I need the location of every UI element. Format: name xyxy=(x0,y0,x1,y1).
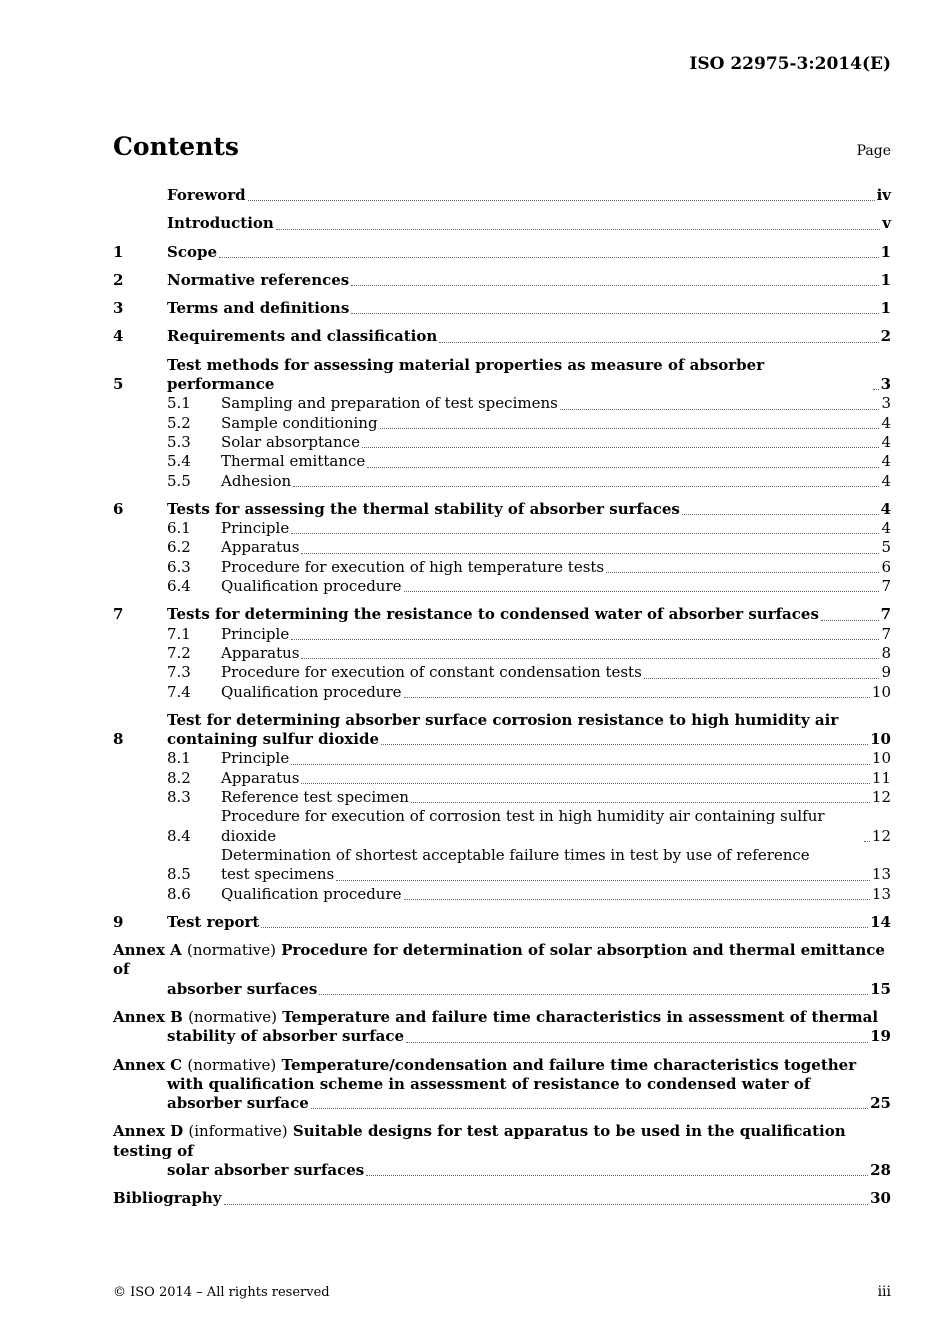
toc-entry-lastline xyxy=(221,644,891,663)
toc-entry[interactable] xyxy=(113,644,891,663)
dot-leader xyxy=(404,590,880,592)
toc-entry-body xyxy=(221,769,891,788)
toc-entry-body xyxy=(221,472,891,491)
toc-entry-lastline xyxy=(167,913,891,932)
dot-leader xyxy=(293,485,879,487)
toc-entry-number: 8.6 xyxy=(167,884,191,903)
toc-entry-page: 9 xyxy=(881,663,891,682)
annex-kind: (normative) xyxy=(187,1055,277,1074)
toc-entry-title: Procedure for execution of high temperature tests xyxy=(221,557,605,576)
toc-entry-lastline xyxy=(221,807,891,846)
toc-entry[interactable] xyxy=(113,414,891,433)
toc-entry-lastline xyxy=(221,558,891,577)
toc-entry-page: 4 xyxy=(881,413,891,432)
toc-entry[interactable] xyxy=(113,519,891,538)
toc-entry-number: 6 xyxy=(113,499,124,518)
bibliography-page: 30 xyxy=(870,1189,891,1208)
dot-leader xyxy=(644,677,880,679)
toc-entry-lastline xyxy=(167,605,891,624)
toc-entry-page: 10 xyxy=(871,682,891,701)
dot-leader xyxy=(362,446,880,448)
toc-entry[interactable] xyxy=(113,356,891,395)
toc-entry-lastline xyxy=(221,663,891,682)
annex-entry[interactable] xyxy=(113,1008,891,1047)
toc-entry-body xyxy=(221,846,891,885)
dot-leader xyxy=(301,657,879,659)
toc-entry[interactable] xyxy=(113,243,891,262)
annex-first-line xyxy=(113,1056,891,1075)
annex-first-line xyxy=(113,1122,891,1161)
annex-label: Annex D xyxy=(113,1122,184,1141)
annex-first-line xyxy=(113,941,891,980)
toc-entry-lastline xyxy=(221,394,891,413)
annex-kind: (normative) xyxy=(187,941,276,960)
toc-entry-body xyxy=(167,186,891,205)
toc-entry-body xyxy=(167,271,891,290)
dot-leader xyxy=(404,696,870,698)
toc-entry-number: 5.3 xyxy=(167,432,191,451)
annex-lastline xyxy=(113,1161,891,1180)
annex-title-continued: solar absorber surfaces xyxy=(167,1161,365,1180)
toc-entry[interactable] xyxy=(113,788,891,807)
toc-entry-number: 6.4 xyxy=(167,577,191,596)
toc-entry-body xyxy=(221,452,891,471)
toc-entry[interactable] xyxy=(113,558,891,577)
bibliography-label: Bibliography xyxy=(113,1189,222,1208)
toc-entry-page: 11 xyxy=(871,768,891,787)
toc-entry-body xyxy=(221,433,891,452)
toc-entry-body xyxy=(167,299,891,318)
toc-entry-number: 4 xyxy=(113,327,124,346)
toc-entry-title: Qualification procedure xyxy=(221,682,402,701)
toc-entry-page: 14 xyxy=(870,912,891,931)
toc-entry-body xyxy=(221,749,891,768)
toc-entry-body xyxy=(167,711,891,750)
annex-title: Temperature/condensation and failure time characteristics together xyxy=(281,1055,857,1074)
toc-entry-body xyxy=(221,414,891,433)
toc-entry-body xyxy=(221,885,891,904)
dot-leader xyxy=(404,898,870,900)
toc-entry-number: 7.2 xyxy=(167,643,191,662)
toc-entry-lastline xyxy=(221,769,891,788)
toc-entry-page: 1 xyxy=(880,242,891,261)
toc-entry-number: 5 xyxy=(113,375,124,394)
toc-entry-page: 7 xyxy=(880,605,891,624)
toc-entry-page: 12 xyxy=(871,826,891,845)
toc-entry-page: 4 xyxy=(881,519,891,538)
toc-entry-page: 3 xyxy=(881,394,891,413)
dot-leader xyxy=(682,513,879,515)
toc-entry-page: 2 xyxy=(880,327,891,346)
toc-entry-page: 8 xyxy=(881,643,891,662)
annex-lastline xyxy=(113,1027,891,1046)
toc-entry-title: Normative references xyxy=(167,270,350,289)
toc-entry-title: Procedure for execution of corrosion test in high humidity air containing sulfur dioxide xyxy=(221,807,825,845)
toc-entry-number: 5.1 xyxy=(167,394,191,413)
toc-entry-body xyxy=(221,663,891,682)
toc-entry-page: 1 xyxy=(880,270,891,289)
toc-entry-number: 8 xyxy=(113,730,124,749)
toc-entry-lastline xyxy=(113,1189,891,1208)
toc-entry-number: 9 xyxy=(113,912,124,931)
dot-leader xyxy=(606,571,879,573)
toc-entry-title: Sampling and preparation of test specimens xyxy=(221,394,558,413)
dot-leader xyxy=(311,1107,868,1109)
toc-entry-title: Adhesion xyxy=(221,471,292,490)
toc-entry-page: 12 xyxy=(871,788,891,807)
annex-label: Annex C xyxy=(113,1055,183,1074)
annex-title-continued: absorber surface xyxy=(167,1094,309,1113)
toc-entry-body xyxy=(167,913,891,932)
toc-entry-lastline xyxy=(221,865,891,884)
dot-leader xyxy=(261,926,868,928)
toc-entry-title: Terms and definitions xyxy=(167,299,350,318)
toc-entry-title: Introduction xyxy=(167,214,274,233)
toc-entry[interactable] xyxy=(113,605,891,624)
toc-entry-number: 6.1 xyxy=(167,519,191,538)
toc-entry[interactable] xyxy=(113,683,891,702)
toc-entry-body xyxy=(221,577,891,596)
toc-entry-number: 2 xyxy=(113,270,124,289)
toc-entry-number: 1 xyxy=(113,242,124,261)
toc-entry-lastline xyxy=(221,749,891,768)
toc-entry[interactable] xyxy=(113,500,891,519)
dot-leader xyxy=(219,256,879,258)
toc-entry-page: 7 xyxy=(881,577,891,596)
toc-entry-body xyxy=(221,807,891,846)
toc-entry-lastline xyxy=(167,271,891,290)
page-column-label: Page xyxy=(856,143,891,159)
toc-entry[interactable] xyxy=(113,846,891,885)
toc-entry-lastline xyxy=(221,433,891,452)
toc-entry-title: Principle xyxy=(221,519,290,538)
annex-page: 15 xyxy=(870,979,891,998)
dot-leader xyxy=(276,228,880,230)
toc-entry-page: 5 xyxy=(881,538,891,557)
toc-entry-title: Scope xyxy=(167,242,218,261)
toc-entry-number: 8.5 xyxy=(167,865,191,884)
annex-entry[interactable] xyxy=(113,1122,891,1180)
annex-lastline xyxy=(113,1094,891,1113)
toc-entry-page: 4 xyxy=(881,432,891,451)
annex-lastline xyxy=(113,980,891,999)
toc-entry-title: test specimens xyxy=(221,865,335,884)
toc-entry-title: Apparatus xyxy=(221,768,300,787)
toc-entry-lastline xyxy=(221,452,891,471)
annex-page: 19 xyxy=(870,1027,891,1046)
toc-entry-title: Test report xyxy=(167,912,260,931)
document-id: ISO 22975-3:2014(E) xyxy=(689,54,891,74)
toc-entry-title: Tests for assessing the thermal stability of absorber surfaces xyxy=(167,499,680,518)
toc-entry[interactable] xyxy=(113,885,891,904)
toc-entry-lastline xyxy=(167,327,891,346)
toc-entry[interactable] xyxy=(113,186,891,205)
toc-entry-body xyxy=(167,214,891,233)
dot-leader xyxy=(224,1203,869,1205)
dot-leader xyxy=(380,427,880,429)
toc-entry-body xyxy=(167,327,891,346)
toc-entry-title: Principle xyxy=(221,749,290,768)
toc-entry[interactable] xyxy=(113,807,891,846)
toc-entry[interactable] xyxy=(113,711,891,750)
toc-entry-body xyxy=(221,788,891,807)
dot-leader xyxy=(301,782,869,784)
toc-entry-page: 6 xyxy=(881,557,891,576)
toc-entry[interactable] xyxy=(113,625,891,644)
toc-entry-body xyxy=(167,243,891,262)
toc-entry-lastline xyxy=(221,625,891,644)
annex-title-continued: stability of absorber surface xyxy=(167,1027,405,1046)
dot-leader xyxy=(291,532,879,534)
toc-entry-page: 7 xyxy=(881,624,891,643)
toc-entry-lastline xyxy=(221,519,891,538)
toc-entry-body xyxy=(221,519,891,538)
toc-entry-bibliography[interactable] xyxy=(113,1189,891,1208)
dot-leader xyxy=(560,408,880,410)
toc-entry-body xyxy=(113,1189,891,1208)
dot-leader xyxy=(351,312,878,314)
annex-title: Procedure for determination of solar absorption and thermal emittance of xyxy=(113,941,885,979)
toc-entry-lastline xyxy=(167,186,891,205)
annex-kind: (informative) xyxy=(188,1122,288,1141)
dot-leader xyxy=(439,341,878,343)
annex-page: 28 xyxy=(870,1161,891,1180)
dot-leader xyxy=(406,1041,868,1043)
toc-entry-lastline xyxy=(167,500,891,519)
toc-entry-body xyxy=(221,625,891,644)
toc-entry-title: Test methods for assessing material properties as measure of absorber performance xyxy=(167,355,765,394)
toc-entry-body xyxy=(221,538,891,557)
toc-entry-title: Apparatus xyxy=(221,538,300,557)
toc-entry-title: Thermal emittance xyxy=(221,452,366,471)
annex-first-line xyxy=(113,1008,891,1027)
dot-leader xyxy=(248,199,875,201)
toc-entry-number: 5.2 xyxy=(167,413,191,432)
toc-entry-lastline xyxy=(167,356,891,395)
toc-entry-number: 3 xyxy=(113,299,124,318)
toc-entry-number: 8.1 xyxy=(167,749,191,768)
toc-entry-body xyxy=(167,500,891,519)
annex-title-continued: with qualification scheme in assessment of resistance to condensed water of xyxy=(167,1074,811,1093)
toc-entry-page: v xyxy=(882,214,891,233)
toc-entry-number: 7.4 xyxy=(167,682,191,701)
dot-leader xyxy=(291,638,879,640)
annex-entry[interactable] xyxy=(113,941,891,999)
dot-leader xyxy=(821,619,879,621)
dot-leader xyxy=(411,801,870,803)
toc-entry-number: 7 xyxy=(113,605,124,624)
toc-entry-lastline xyxy=(221,538,891,557)
dot-leader xyxy=(367,466,879,468)
annex-label: Annex B xyxy=(113,1007,183,1026)
toc-entry[interactable] xyxy=(113,327,891,346)
dot-leader xyxy=(336,879,870,881)
toc-entry-number: 8.3 xyxy=(167,788,191,807)
toc-entry[interactable] xyxy=(113,299,891,318)
toc-entry-lastline xyxy=(221,472,891,491)
toc-entry-title: Reference test specimen xyxy=(221,788,409,807)
toc-entry-body xyxy=(221,558,891,577)
table-of-contents xyxy=(113,186,891,1209)
toc-entry-lastline xyxy=(167,214,891,233)
annex-title-continued: absorber surfaces xyxy=(167,979,318,998)
dot-leader xyxy=(873,388,879,390)
toc-entry-body xyxy=(221,394,891,413)
toc-entry-lastline xyxy=(167,730,891,749)
page-title: Contents xyxy=(113,132,240,161)
toc-entry-page: iv xyxy=(876,186,891,204)
toc-entry[interactable] xyxy=(113,538,891,557)
toc-entry-number: 7.3 xyxy=(167,663,191,682)
toc-entry[interactable] xyxy=(113,663,891,682)
toc-entry-page: 4 xyxy=(881,452,891,471)
toc-entry-lastline xyxy=(221,577,891,596)
annex-kind: (normative) xyxy=(188,1007,277,1026)
toc-entry-title: Procedure for execution of constant condensation tests xyxy=(221,663,642,682)
toc-entry-title: Tests for determining the resistance to condensed water of absorber surfaces xyxy=(167,605,819,624)
dot-leader xyxy=(864,840,870,842)
toc-entry-number: 7.1 xyxy=(167,624,191,643)
toc-entry-page: 13 xyxy=(871,865,891,884)
toc-entry-title: Requirements and classification xyxy=(167,327,438,346)
toc-entry-number: 8.4 xyxy=(167,826,191,845)
toc-entry-body xyxy=(167,356,891,395)
annex-label: Annex A xyxy=(113,941,182,960)
copyright-notice: © ISO 2014 – All rights reserved xyxy=(113,1285,330,1300)
toc-entry-lastline xyxy=(167,243,891,262)
annex-title: Suitable designs for test apparatus to be used in the qualification testing of xyxy=(113,1122,846,1160)
toc-entry-body xyxy=(167,605,891,624)
toc-entry-number: 8.2 xyxy=(167,768,191,787)
toc-entry[interactable] xyxy=(113,433,891,452)
toc-entry[interactable] xyxy=(113,452,891,471)
toc-entry-title: Apparatus xyxy=(221,643,300,662)
toc-entry[interactable] xyxy=(113,769,891,788)
toc-entry-title: Sample conditioning xyxy=(221,413,378,432)
toc-entry-number: 6.3 xyxy=(167,557,191,576)
toc-entry-page: 4 xyxy=(880,499,891,518)
annex-page: 25 xyxy=(870,1094,891,1113)
toc-entry-page: 13 xyxy=(871,884,891,903)
toc-entry-title: Principle xyxy=(221,624,290,643)
toc-entry-title: Determination of shortest acceptable failure times in test by use of reference xyxy=(221,845,810,864)
toc-entry-number: 6.2 xyxy=(167,538,191,557)
toc-entry-lastline xyxy=(221,414,891,433)
toc-entry-title: Qualification procedure xyxy=(221,577,402,596)
toc-entry-title: containing sulfur dioxide xyxy=(167,730,380,749)
toc-entry[interactable] xyxy=(113,749,891,768)
toc-entry[interactable] xyxy=(113,394,891,413)
toc-entry-body xyxy=(221,683,891,702)
page-number: iii xyxy=(877,1284,891,1300)
dot-leader xyxy=(301,552,879,554)
toc-entry-lastline xyxy=(221,683,891,702)
toc-entry-title: Solar absorptance xyxy=(221,432,360,451)
toc-entry-lastline xyxy=(221,885,891,904)
toc-entry-title: Foreword xyxy=(167,186,246,204)
dot-leader xyxy=(319,993,868,995)
annex-entry[interactable] xyxy=(113,1056,891,1114)
toc-entry-page: 10 xyxy=(870,730,891,749)
dot-leader xyxy=(351,284,878,286)
toc-entry-body xyxy=(221,644,891,663)
toc-entry-page: 10 xyxy=(871,749,891,768)
toc-entry-page: 1 xyxy=(880,299,891,318)
toc-entry-page: 3 xyxy=(880,375,891,394)
toc-entry-lastline xyxy=(167,299,891,318)
toc-entry[interactable] xyxy=(113,913,891,932)
toc-entry-number: 5.4 xyxy=(167,452,191,471)
toc-entry-page: 4 xyxy=(881,471,891,490)
toc-entry-title: Qualification procedure xyxy=(221,884,402,903)
toc-entry[interactable] xyxy=(113,214,891,233)
annex-title: Temperature and failure time characteristics in assessment of thermal xyxy=(282,1007,879,1026)
dot-leader xyxy=(291,763,870,765)
toc-entry-title: Test for determining absorber surface corrosion resistance to high humidity air xyxy=(167,710,839,729)
toc-entry[interactable] xyxy=(113,577,891,596)
toc-entry[interactable] xyxy=(113,472,891,491)
toc-entry-lastline xyxy=(221,788,891,807)
toc-entry-number: 5.5 xyxy=(167,471,191,490)
dot-leader xyxy=(366,1174,868,1176)
dot-leader xyxy=(381,743,868,745)
toc-entry[interactable] xyxy=(113,271,891,290)
